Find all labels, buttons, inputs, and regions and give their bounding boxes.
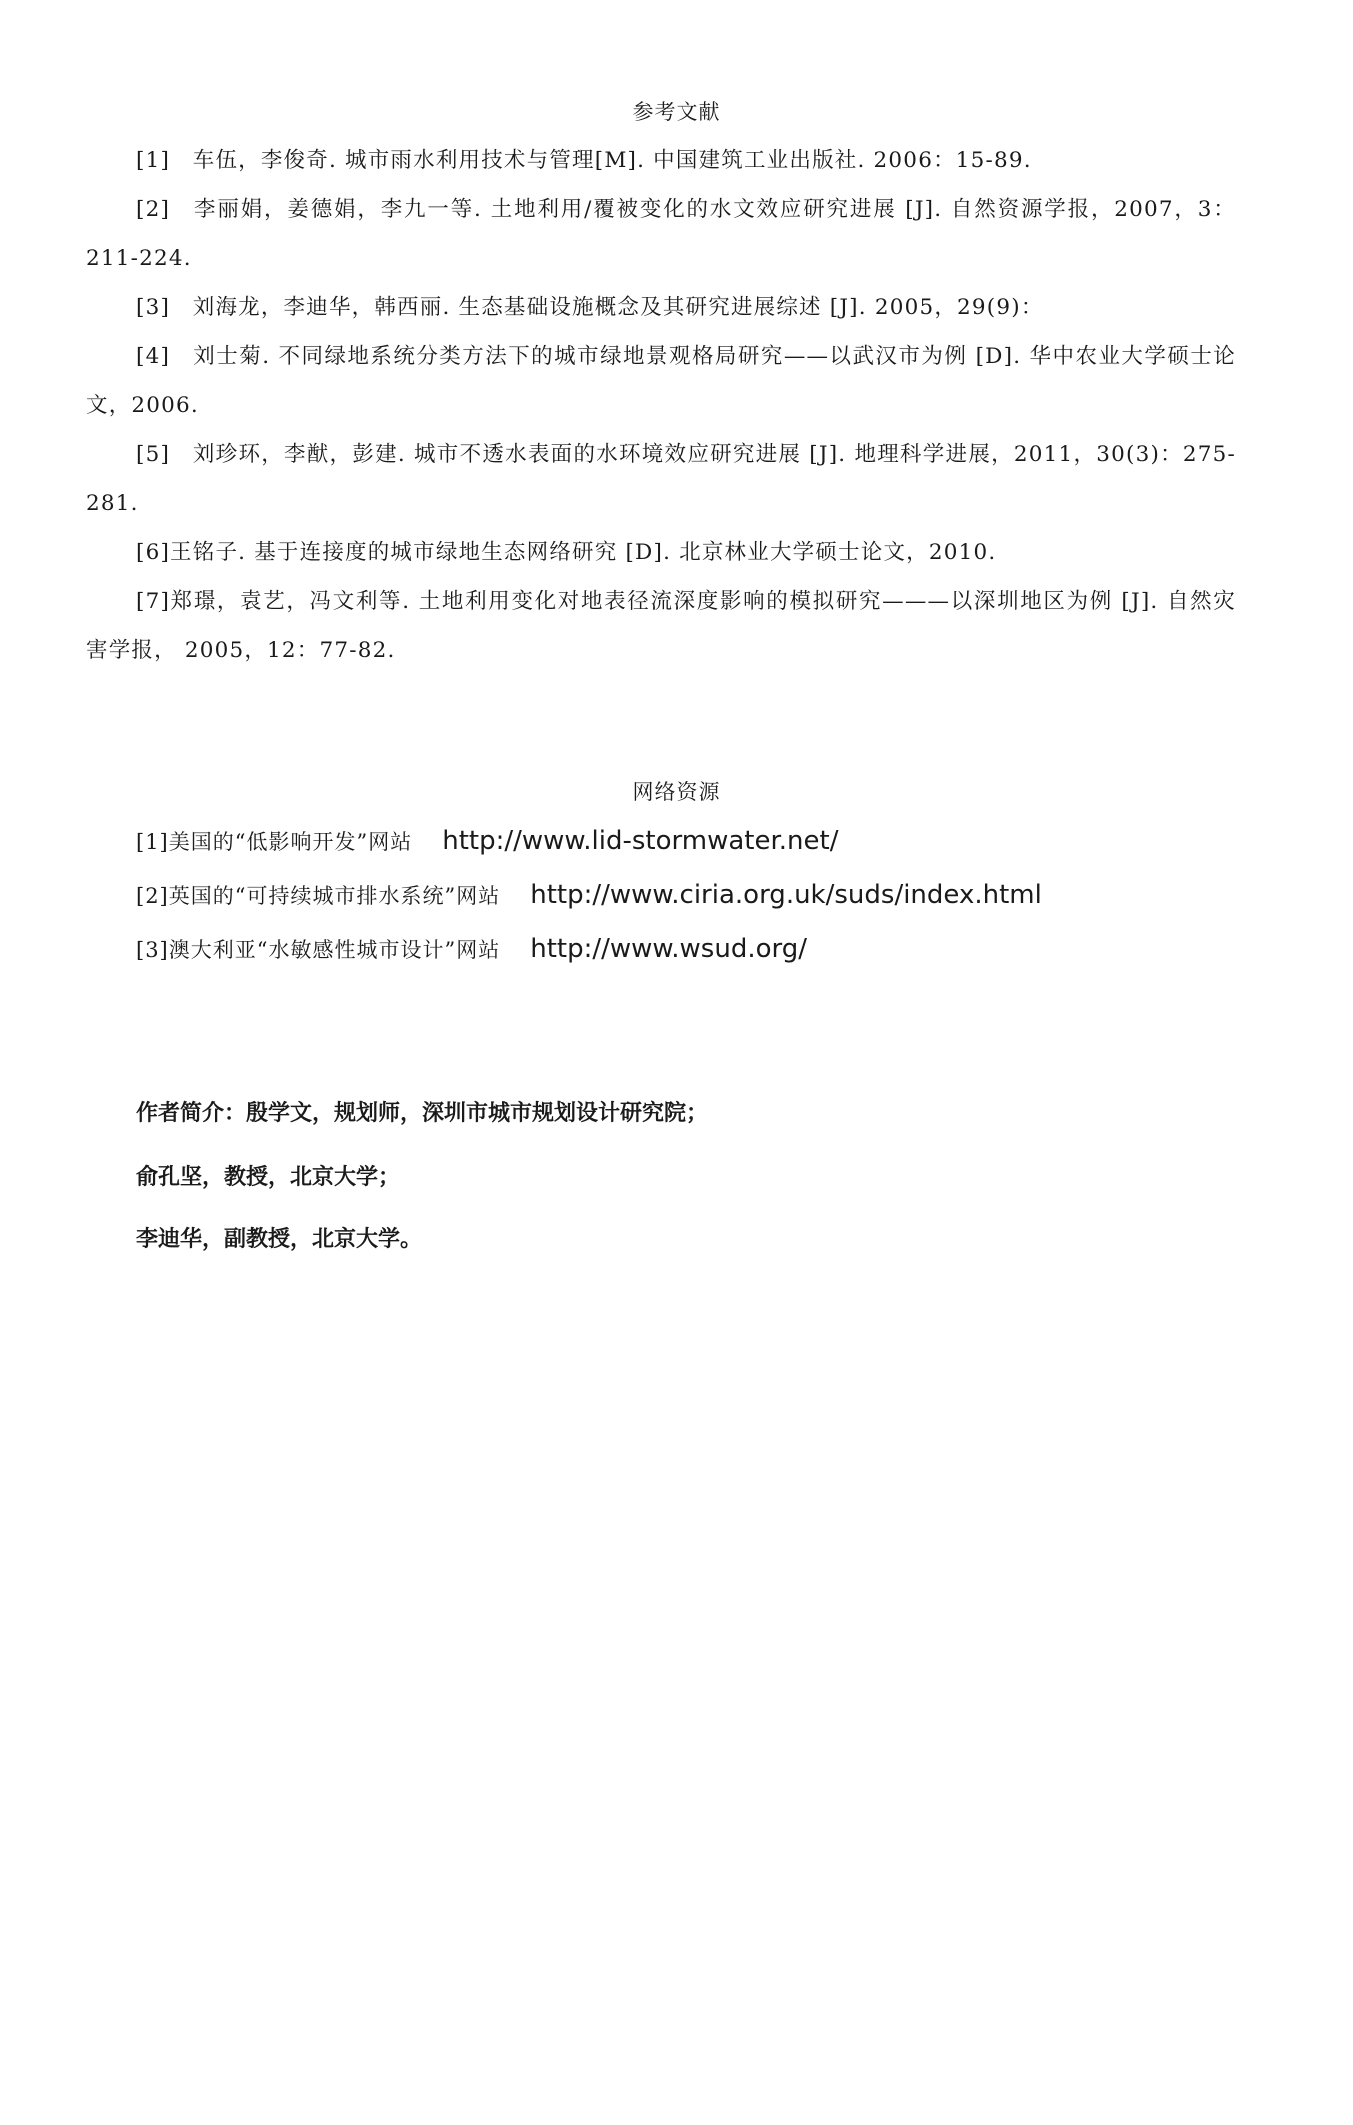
reference-item-5: [5] 刘珍环，李猷，彭建. 城市不透水表面的水环境效应研究进展 [J]. 地理科学进展，2011，30(3)：275-281. (86, 442, 1236, 516)
reference-item-1: [1] 车伍，李俊奇. 城市雨水利用技术与管理[M]. 中国建筑工业出版社. 2006：15-89. (136, 148, 1032, 173)
references-heading: 参考文献 (632, 100, 721, 124)
reference-item-4: [4] 刘士菊. 不同绿地系统分类方法下的城市绿地景观格局研究——以武汉市为例 [D]. 华中农业大学硕士论文，2006. (86, 344, 1236, 418)
web-resource-item-3 (136, 934, 807, 965)
web-resource-item-1 (136, 826, 838, 857)
web-resource-label: [3]澳大利亚“水敏感性城市设计”网站 (136, 938, 501, 962)
author-line-3: 李迪华，副教授，北京大学。 (136, 1227, 423, 1252)
reference-item-6: [6]王铭子. 基于连接度的城市绿地生态网络研究 [D]. 北京林业大学硕士论文，2010. (136, 540, 997, 565)
reference-item-2: [2] 李丽娟，姜德娟，李九一等. 土地利用/覆被变化的水文效应研究进展 [J]. 自然资源学报，2007，3：211-224. (86, 197, 1236, 271)
web-resources-heading: 网络资源 (632, 780, 721, 804)
web-resource-url[interactable]: http://www.lid-stormwater.net/ (442, 826, 839, 856)
web-resource-item-2 (136, 880, 1042, 911)
reference-item-3: [3] 刘海龙，李迪华，韩西丽. 生态基础设施概念及其研究进展综述 [J]. 2005，29(9)： (136, 295, 1044, 320)
author-line-2: 俞孔坚，教授，北京大学； (136, 1165, 401, 1190)
web-resource-label: [1]美国的“低影响开发”网站 (136, 830, 413, 854)
web-resource-label: [2]英国的“可持续城市排水系统”网站 (136, 884, 501, 908)
web-resource-url[interactable]: http://www.ciria.org.uk/suds/index.html (530, 880, 1042, 910)
web-resource-url[interactable]: http://www.wsud.org/ (530, 934, 808, 964)
reference-item-7: [7]郑璟，袁艺，冯文利等. 土地利用变化对地表径流深度影响的模拟研究———以深圳地区为例 [J]. 自然灾害学报， 2005，12：77-82. (86, 589, 1236, 663)
author-line-1: 作者简介：殷学文，规划师，深圳市城市规划设计研究院； (136, 1101, 709, 1126)
